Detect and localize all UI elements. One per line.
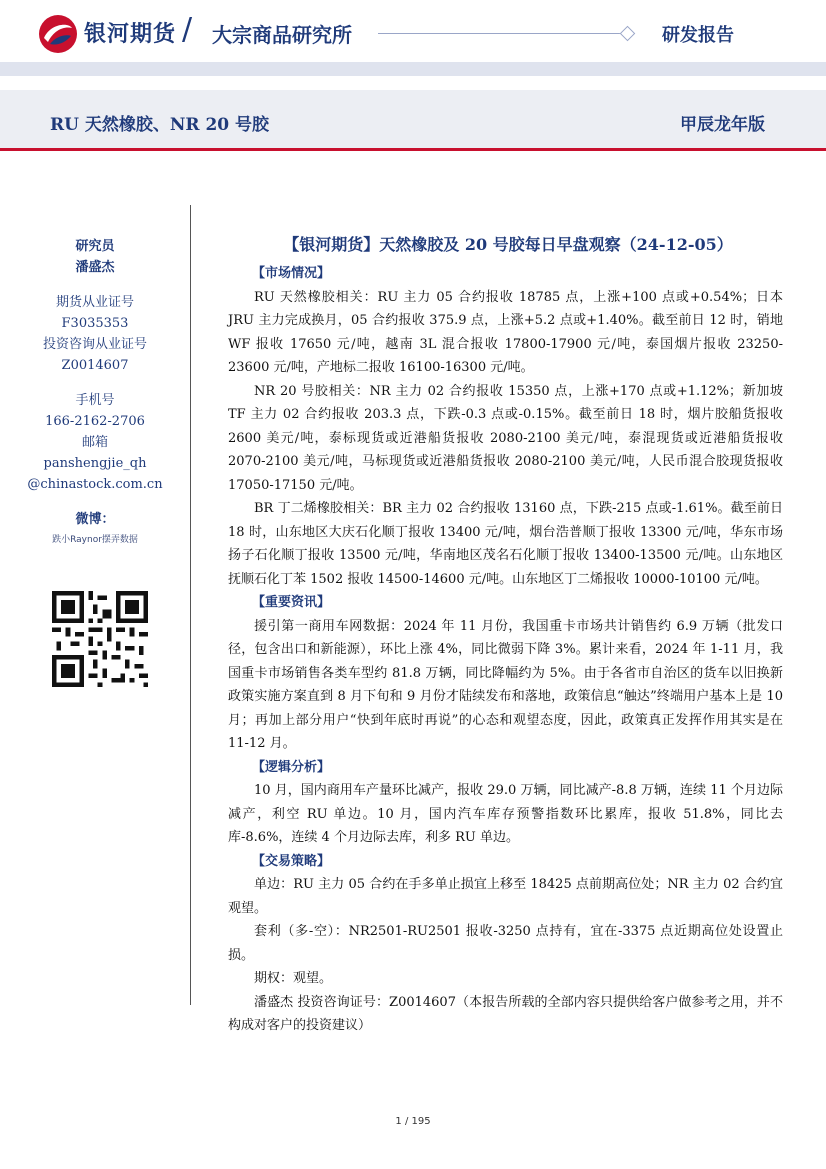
header-band	[0, 62, 826, 76]
header-divider: /	[182, 12, 193, 47]
author-role: 研究员	[75, 239, 115, 254]
product-subtitle: RU 天然橡胶、NR 20 号胶	[50, 115, 270, 135]
article-body	[228, 262, 783, 1038]
section-heading-strategy: 【交易策略】	[252, 853, 331, 869]
section-heading-logic: 【逻辑分析】	[252, 759, 331, 775]
article-title: 【银河期货】天然橡胶及 20 号胶每日早盘观察（24-12-05）	[283, 235, 733, 254]
paragraph-news: 援引第一商用车网数据：2024 年 11 月份，我国重卡市场共计销售约 6.9 万辆（批发口径，包含出口和新能源），环比上涨 4%，同比微弱下降 3%。累计来看，2024 年 1-11 月，我国重卡市场销售各类车型约 81.8 万辆，同比降幅约为 5%。由于各省市自治区的货车以旧换新政策实施方案直到 8 月下旬和 9 月份才陆续发布和落地，政策信息“触达”终端用户基本上是 10 月；再加上部分用户“快到年底时再说”的心态和观望态度，因此，政策真正发挥作用其实是在 11-12 月。	[228, 618, 783, 751]
paragraph-single: 单边：RU 主力 05 合约在手多单止损宜上移至 18425 点前期高位处；NR 主力 02 合约宜观望。	[228, 877, 783, 916]
accent-rule	[0, 148, 826, 151]
weibo-handle: 跌小Raynor摆弄数据	[52, 535, 138, 545]
email-label: 邮箱	[81, 435, 108, 450]
section-heading-news: 【重要资讯】	[252, 595, 331, 610]
consult-number: Z0014607	[61, 358, 129, 373]
phone-label: 手机号	[75, 393, 115, 408]
paragraph-disclaimer: 潘盛杰 投资咨询证号：Z0014607（本报告所载的全部内容只提供给客户做参考之用，并不构成对客户的投资建议）	[228, 994, 784, 1033]
column-divider	[190, 205, 191, 1005]
paragraph-options: 期权：观望。	[254, 971, 333, 986]
galaxy-logo-icon	[38, 14, 78, 54]
qr-code-icon	[52, 591, 148, 687]
edition-label: 甲辰龙年版	[680, 115, 765, 135]
weibo-label: 微博：	[75, 512, 115, 527]
paragraph-nr: NR 20 号胶相关：NR 主力 02 合约报收 15350 点，上涨+170 点或+1.12%；新加坡 TF 主力 02 合约报收 203.3 点，下跌-0.3 点或-0.15%。截至前日 18 时，烟片胶船货报收 2600 美元/吨，泰标现货或近港船货报收 2080-2100 美元/吨，泰混现货或近港船货报收 2070-2100 美元/吨，马标现货或近港船货报收 2080-2100 美元/吨，人民币混合胶现货报收 17050-17150 元/吨。	[228, 383, 783, 493]
paragraph-arbitrage: 套利（多-空）：NR2501-RU2501 报收-3250 点持有，宜在-3375 点近期高位处设置止损。	[228, 924, 783, 963]
email-user: panshengjie_qh	[43, 456, 147, 471]
paragraph-logic: 10 月，国内商用车产量环比减产，报收 29.0 万辆，同比减产-8.8 万辆，连续 11 个月边际减产，利空 RU 单边。10 月，国内汽车库存预警指数环比累库，报收 51.8%，同比去库-8.6%，连续 4 个月边际去库，利多 RU 单边。	[228, 783, 783, 845]
consult-label: 投资咨询从业证号	[42, 337, 147, 352]
diamond-ornament-icon	[620, 26, 636, 42]
page-number: 1 / 195	[395, 1116, 431, 1127]
cert-number: F3035353	[61, 316, 129, 331]
cert-label: 期货从业证号	[55, 295, 134, 310]
author-sidebar	[0, 236, 190, 551]
paragraph-ru: RU 天然橡胶相关：RU 主力 05 合约报收 18785 点，上涨+100 点或+0.54%；日本 JRU 主力完成换月，05 合约报收 375.9 点，上涨+5.2 点或+1.40%。截至前日 12 时，销地 WF 报收 17650 元/吨，越南 3L 混合报收 17800-17900 元/吨，泰国烟片报收 23250-23600 元/吨，产地标二报收 16100-16300 元/吨。	[228, 289, 783, 375]
report-type: 研发报告	[662, 25, 734, 46]
phone-number: 166-2162-2706	[45, 414, 145, 429]
brand-name: 银河期货	[84, 22, 177, 47]
email-domain: @chinastock.com.cn	[27, 477, 163, 492]
paragraph-br: BR 丁二烯橡胶相关：BR 主力 02 合约报收 13160 点，下跌-215 点或-1.61%。截至前日 18 时，山东地区大庆石化顺丁报收 13400 元/吨，烟台浩普顺丁报收 13300 元/吨，华东市场扬子石化顺丁报收 13500 元/吨，华南地区茂名石化顺丁报收 13400-13500 元/吨。山东地区抚顺石化丁苯 1502 报收 14500-14600 元/吨。山东地区丁二烯报收 10000-10100 元/吨。	[228, 501, 783, 587]
institute-name: 大宗商品研究所	[212, 23, 352, 47]
author-name: 潘盛杰	[75, 260, 115, 275]
section-heading-market: 【市场情况】	[252, 266, 331, 281]
header-rule	[378, 33, 624, 34]
